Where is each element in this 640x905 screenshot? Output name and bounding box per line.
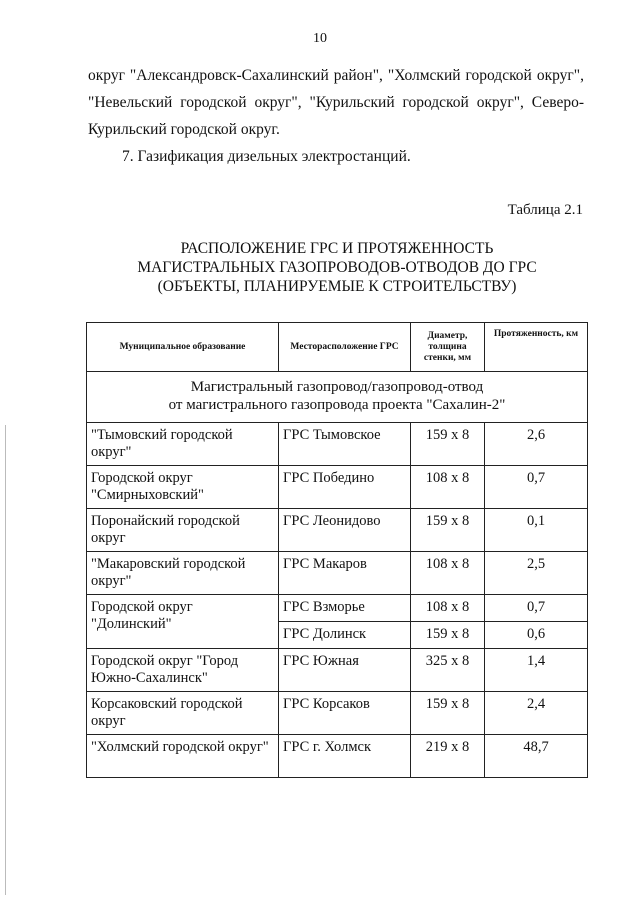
cell-municipality: "Тымовский городской округ" (87, 423, 279, 466)
section-line-1: Магистральный газопровод/газопровод-отвод (190, 379, 484, 395)
cell-diameter: 108 х 8 (411, 595, 485, 622)
cell-length: 2,6 (485, 423, 588, 466)
cell-length: 2,5 (485, 552, 588, 595)
table-row (87, 692, 588, 735)
grs-table (86, 322, 588, 778)
cell-station: ГРС Долинск (279, 622, 411, 649)
scan-edge-line (5, 425, 6, 895)
cell-station: ГРС Леонидово (279, 509, 411, 552)
cell-station: ГРС Взморье (279, 595, 411, 622)
cell-length: 0,7 (485, 466, 588, 509)
cell-municipality: Городской округ "Долинский" (87, 595, 279, 649)
cell-diameter: 159 х 8 (411, 423, 485, 466)
cell-diameter: 108 х 8 (411, 466, 485, 509)
table-title-line-2: МАГИСТРАЛЬНЫХ ГАЗОПРОВОДОВ-ОТВОДОВ ДО ГРС (137, 259, 537, 276)
cell-diameter: 159 х 8 (411, 692, 485, 735)
paragraph-line-1: округ "Александровск-Сахалинский район", "Холмский городской округ", (88, 67, 584, 84)
cell-station: ГРС г. Холмск (279, 735, 411, 778)
cell-station: ГРС Южная (279, 649, 411, 692)
paragraph-line-2: "Невельский городской округ", "Курильский городской округ", Северо- (88, 94, 584, 111)
header-location: Месторасположение ГРС (279, 323, 411, 372)
cell-station: ГРС Корсаков (279, 692, 411, 735)
cell-municipality: "Макаровский городской округ" (87, 552, 279, 595)
cell-station: ГРС Победино (279, 466, 411, 509)
table-title (80, 239, 594, 296)
list-item-7: 7. Газификация дизельных электростанций. (122, 148, 411, 165)
table-title-line-3: (ОБЪЕКТЫ, ПЛАНИРУЕМЫЕ К СТРОИТЕЛЬСТВУ) (157, 278, 517, 295)
table-row (87, 509, 588, 552)
paragraph-line-3: Курильский городской округ. (88, 121, 280, 138)
section-header (87, 372, 588, 423)
cell-length: 2,4 (485, 692, 588, 735)
table-row (87, 466, 588, 509)
cell-length: 1,4 (485, 649, 588, 692)
table-header-row (87, 323, 588, 372)
cell-diameter: 325 х 8 (411, 649, 485, 692)
cell-length: 48,7 (485, 735, 588, 778)
header-municipality: Муниципальное образование (87, 323, 279, 372)
cell-diameter: 159 х 8 (411, 622, 485, 649)
cell-station: ГРС Тымовское (279, 423, 411, 466)
table-row (87, 595, 588, 622)
cell-diameter: 219 х 8 (411, 735, 485, 778)
cell-municipality: Городской округ "Смирныховский" (87, 466, 279, 509)
table-row (87, 649, 588, 692)
table-title-line-1: РАСПОЛОЖЕНИЕ ГРС И ПРОТЯЖЕННОСТЬ (180, 240, 494, 257)
cell-municipality: Поронайский городской округ (87, 509, 279, 552)
cell-length: 0,1 (485, 509, 588, 552)
cell-station: ГРС Макаров (279, 552, 411, 595)
cell-diameter: 108 х 8 (411, 552, 485, 595)
section-line-2: от магистрального газопровода проекта "Сахалин-2" (168, 397, 506, 413)
header-diameter: Диаметр, толщина стенки, мм (411, 323, 485, 372)
table-row (87, 552, 588, 595)
page-number: 10 (313, 31, 327, 46)
table-row (87, 423, 588, 466)
cell-diameter: 159 х 8 (411, 509, 485, 552)
cell-municipality: "Холмский городской округ" (87, 735, 279, 778)
table-row (87, 735, 588, 778)
cell-municipality: Городской округ "Город Южно-Сахалинск" (87, 649, 279, 692)
section-row (87, 372, 588, 423)
header-length: Протяженность, км (485, 323, 588, 372)
cell-length: 0,6 (485, 622, 588, 649)
cell-municipality: Корсаковский городской округ (87, 692, 279, 735)
cell-length: 0,7 (485, 595, 588, 622)
table-caption: Таблица 2.1 (507, 202, 583, 218)
